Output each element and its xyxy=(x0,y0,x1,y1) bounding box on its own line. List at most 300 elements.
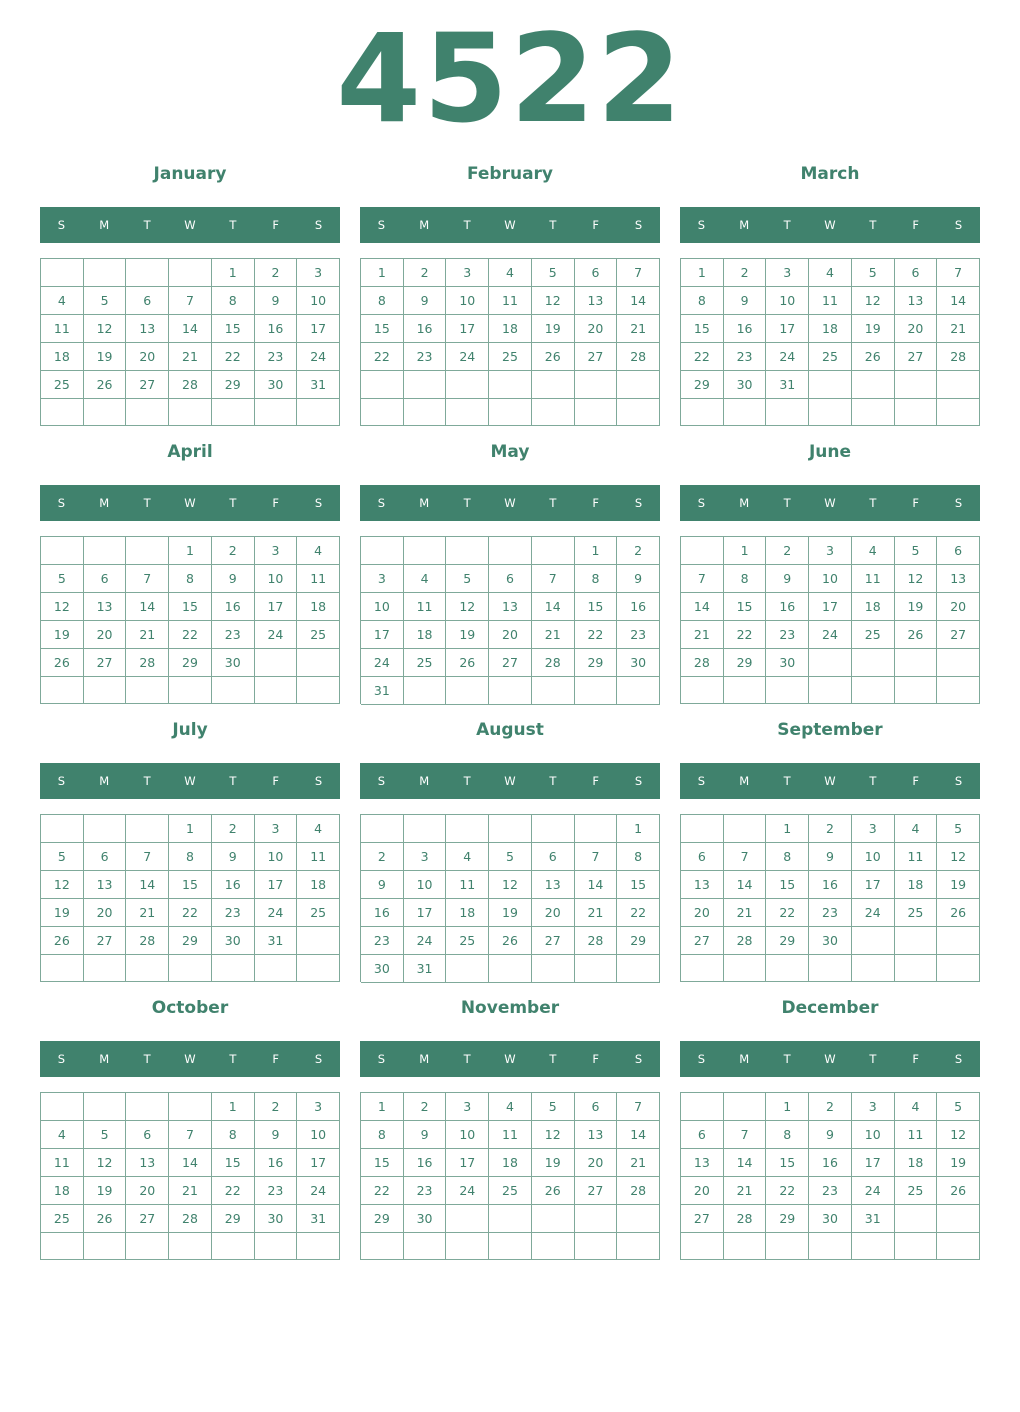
day-cell: 15 xyxy=(724,593,767,621)
day-cell: 27 xyxy=(126,371,169,399)
weekday-label: T xyxy=(143,496,151,510)
day-cell: 11 xyxy=(446,871,489,899)
day-cell: 2 xyxy=(361,843,404,871)
day-cell: 15 xyxy=(361,1149,404,1177)
day-cell: 25 xyxy=(41,1205,84,1233)
day-cell: 28 xyxy=(126,927,169,955)
empty-day-cell xyxy=(169,1093,212,1121)
empty-day-cell xyxy=(41,1233,84,1260)
day-cell: 22 xyxy=(212,343,255,371)
empty-day-cell xyxy=(297,955,340,982)
day-cell: 9 xyxy=(809,1121,852,1149)
day-cell: 6 xyxy=(84,843,127,871)
day-cell: 21 xyxy=(169,343,212,371)
day-cell: 22 xyxy=(169,621,212,649)
empty-day-cell xyxy=(532,955,575,983)
day-cell: 1 xyxy=(169,537,212,565)
empty-day-cell xyxy=(126,259,169,287)
day-cell: 21 xyxy=(126,899,169,927)
weekday-label: W xyxy=(184,218,196,232)
day-cell: 9 xyxy=(212,843,255,871)
day-cell: 10 xyxy=(404,871,447,899)
day-cell: 31 xyxy=(361,677,404,705)
day-cell: 30 xyxy=(809,1205,852,1233)
day-cell: 8 xyxy=(681,287,724,315)
day-cell: 3 xyxy=(852,815,895,843)
day-cell: 15 xyxy=(617,871,660,899)
day-cell: 24 xyxy=(809,621,852,649)
empty-day-cell xyxy=(532,399,575,427)
empty-day-cell xyxy=(126,815,169,843)
day-cell: 15 xyxy=(212,315,255,343)
empty-day-cell xyxy=(84,259,127,287)
day-cell: 19 xyxy=(84,343,127,371)
day-cell: 14 xyxy=(169,1149,212,1177)
empty-day-cell xyxy=(681,677,724,704)
day-cell: 27 xyxy=(532,927,575,955)
empty-day-cell xyxy=(852,677,895,704)
empty-day-cell xyxy=(575,399,618,427)
weekday-label: W xyxy=(824,496,836,510)
empty-day-cell xyxy=(297,649,340,677)
empty-day-cell xyxy=(809,1233,852,1260)
weekday-label: T xyxy=(783,1052,791,1066)
day-cell: 17 xyxy=(446,1149,489,1177)
day-cell: 6 xyxy=(895,259,938,287)
day-cell: 3 xyxy=(255,537,298,565)
day-cell: 8 xyxy=(169,565,212,593)
day-cell: 14 xyxy=(126,871,169,899)
weekday-label: S xyxy=(697,218,706,232)
day-cell: 24 xyxy=(297,1177,340,1205)
weekday-header xyxy=(360,1041,660,1077)
weekday-label: T xyxy=(869,774,877,788)
day-cell: 2 xyxy=(255,1093,298,1121)
day-cell: 29 xyxy=(617,927,660,955)
weekday-header xyxy=(680,763,980,799)
day-cell: 23 xyxy=(255,343,298,371)
weekday-label: T xyxy=(229,496,237,510)
day-cell: 16 xyxy=(212,871,255,899)
empty-day-cell xyxy=(937,1205,980,1233)
month-name: September xyxy=(777,720,883,740)
day-cell: 26 xyxy=(446,649,489,677)
empty-day-cell xyxy=(446,955,489,983)
weekday-label: T xyxy=(143,218,151,232)
day-cell: 12 xyxy=(84,1149,127,1177)
day-cell: 16 xyxy=(766,593,809,621)
day-cell: 31 xyxy=(255,927,298,955)
day-cell: 14 xyxy=(724,1149,767,1177)
day-cell: 15 xyxy=(681,315,724,343)
day-cell: 4 xyxy=(489,259,532,287)
day-cell: 12 xyxy=(489,871,532,899)
day-cell: 3 xyxy=(766,259,809,287)
day-cell: 28 xyxy=(169,371,212,399)
day-cell: 20 xyxy=(937,593,980,621)
month-october xyxy=(40,992,340,1270)
empty-day-cell xyxy=(852,371,895,399)
day-cell: 30 xyxy=(212,927,255,955)
day-cell: 23 xyxy=(809,899,852,927)
empty-day-cell xyxy=(126,1233,169,1260)
day-cell: 2 xyxy=(809,815,852,843)
day-cell: 28 xyxy=(617,343,660,371)
weekday-label: T xyxy=(869,218,877,232)
day-cell: 1 xyxy=(724,537,767,565)
day-cell: 7 xyxy=(126,843,169,871)
month-july xyxy=(40,714,340,992)
day-cell: 2 xyxy=(255,259,298,287)
day-cell: 3 xyxy=(446,1093,489,1121)
day-cell: 20 xyxy=(895,315,938,343)
day-cell: 17 xyxy=(809,593,852,621)
empty-day-cell xyxy=(361,1233,404,1260)
month-november xyxy=(360,992,660,1270)
day-cell: 10 xyxy=(255,565,298,593)
empty-day-cell xyxy=(937,955,980,982)
empty-day-cell xyxy=(169,399,212,426)
month-name: May xyxy=(490,442,530,462)
weekday-label: T xyxy=(143,774,151,788)
empty-day-cell xyxy=(895,1205,938,1233)
day-cell: 19 xyxy=(852,315,895,343)
day-cell: 3 xyxy=(361,565,404,593)
day-cell: 25 xyxy=(489,343,532,371)
empty-day-cell xyxy=(446,1205,489,1233)
day-cell: 15 xyxy=(169,593,212,621)
empty-day-cell xyxy=(852,927,895,955)
empty-day-cell xyxy=(489,677,532,705)
day-cell: 21 xyxy=(575,899,618,927)
day-grid xyxy=(680,1092,980,1260)
empty-day-cell xyxy=(532,677,575,705)
day-cell: 4 xyxy=(895,1093,938,1121)
empty-day-cell xyxy=(724,399,767,426)
day-cell: 22 xyxy=(617,899,660,927)
month-september xyxy=(680,714,980,992)
weekday-label: M xyxy=(419,218,430,232)
empty-day-cell xyxy=(575,1233,618,1260)
empty-day-cell xyxy=(617,1233,660,1260)
empty-day-cell xyxy=(937,399,980,426)
day-cell: 7 xyxy=(724,1121,767,1149)
day-cell: 14 xyxy=(532,593,575,621)
empty-day-cell xyxy=(681,815,724,843)
weekday-label: T xyxy=(463,218,471,232)
day-cell: 20 xyxy=(126,343,169,371)
empty-day-cell xyxy=(681,1093,724,1121)
day-cell: 13 xyxy=(84,871,127,899)
day-cell: 12 xyxy=(41,871,84,899)
day-cell: 16 xyxy=(617,593,660,621)
day-cell: 24 xyxy=(852,899,895,927)
weekday-label: W xyxy=(824,218,836,232)
empty-day-cell xyxy=(446,537,489,565)
day-cell: 17 xyxy=(361,621,404,649)
weekday-label: S xyxy=(57,1052,66,1066)
empty-day-cell xyxy=(937,677,980,704)
month-name: November xyxy=(460,998,560,1018)
day-cell: 26 xyxy=(532,1177,575,1205)
day-cell: 18 xyxy=(809,315,852,343)
month-name: January xyxy=(153,164,227,184)
day-cell: 18 xyxy=(852,593,895,621)
weekday-label: T xyxy=(783,218,791,232)
day-cell: 25 xyxy=(446,927,489,955)
day-cell: 13 xyxy=(532,871,575,899)
weekday-label: W xyxy=(504,1052,516,1066)
day-cell: 27 xyxy=(575,1177,618,1205)
day-cell: 30 xyxy=(809,927,852,955)
month-name: April xyxy=(167,442,213,462)
empty-day-cell xyxy=(84,1233,127,1260)
day-grid xyxy=(40,1092,340,1260)
empty-day-cell xyxy=(575,677,618,705)
empty-day-cell xyxy=(446,677,489,705)
day-cell: 25 xyxy=(404,649,447,677)
empty-day-cell xyxy=(84,537,127,565)
day-cell: 28 xyxy=(169,1205,212,1233)
weekday-label: T xyxy=(869,496,877,510)
weekday-header xyxy=(40,763,340,799)
empty-day-cell xyxy=(766,677,809,704)
day-cell: 26 xyxy=(41,649,84,677)
day-cell: 29 xyxy=(212,1205,255,1233)
weekday-label: M xyxy=(419,774,430,788)
day-cell: 22 xyxy=(361,343,404,371)
day-cell: 30 xyxy=(617,649,660,677)
day-cell: 21 xyxy=(126,621,169,649)
day-cell: 3 xyxy=(446,259,489,287)
day-cell: 18 xyxy=(489,315,532,343)
day-cell: 7 xyxy=(681,565,724,593)
day-cell: 5 xyxy=(852,259,895,287)
weekday-label: T xyxy=(869,1052,877,1066)
empty-day-cell xyxy=(41,677,84,704)
day-grid xyxy=(40,258,340,426)
day-cell: 17 xyxy=(404,899,447,927)
empty-day-cell xyxy=(809,649,852,677)
day-cell: 21 xyxy=(937,315,980,343)
day-grid xyxy=(360,258,660,426)
day-cell: 25 xyxy=(895,1177,938,1205)
day-cell: 27 xyxy=(489,649,532,677)
weekday-label: T xyxy=(463,774,471,788)
day-cell: 20 xyxy=(84,621,127,649)
weekday-label: S xyxy=(377,218,386,232)
day-cell: 18 xyxy=(297,871,340,899)
weekday-label: T xyxy=(549,496,557,510)
day-cell: 28 xyxy=(681,649,724,677)
day-cell: 11 xyxy=(297,843,340,871)
day-cell: 12 xyxy=(852,287,895,315)
weekday-label: M xyxy=(99,774,110,788)
weekday-label: W xyxy=(184,496,196,510)
weekday-label: S xyxy=(634,774,643,788)
weekday-label: S xyxy=(314,218,323,232)
empty-day-cell xyxy=(126,537,169,565)
day-cell: 25 xyxy=(895,899,938,927)
day-cell: 19 xyxy=(532,315,575,343)
day-cell: 18 xyxy=(895,871,938,899)
day-cell: 6 xyxy=(489,565,532,593)
day-cell: 2 xyxy=(404,1093,447,1121)
day-cell: 2 xyxy=(404,259,447,287)
day-cell: 4 xyxy=(809,259,852,287)
empty-day-cell xyxy=(446,815,489,843)
weekday-label: T xyxy=(463,1052,471,1066)
day-cell: 28 xyxy=(724,1205,767,1233)
day-cell: 19 xyxy=(532,1149,575,1177)
day-cell: 17 xyxy=(255,871,298,899)
day-cell: 17 xyxy=(255,593,298,621)
empty-day-cell xyxy=(489,1205,532,1233)
day-cell: 16 xyxy=(724,315,767,343)
day-cell: 1 xyxy=(681,259,724,287)
weekday-label: M xyxy=(99,218,110,232)
day-cell: 19 xyxy=(937,1149,980,1177)
day-cell: 4 xyxy=(297,815,340,843)
empty-day-cell xyxy=(681,955,724,982)
day-cell: 27 xyxy=(681,1205,724,1233)
day-cell: 31 xyxy=(404,955,447,983)
day-cell: 15 xyxy=(766,871,809,899)
empty-day-cell xyxy=(41,259,84,287)
day-cell: 2 xyxy=(766,537,809,565)
empty-day-cell xyxy=(617,955,660,983)
empty-day-cell xyxy=(255,399,298,426)
day-cell: 7 xyxy=(126,565,169,593)
day-cell: 12 xyxy=(84,315,127,343)
day-cell: 11 xyxy=(809,287,852,315)
empty-day-cell xyxy=(126,1093,169,1121)
day-cell: 22 xyxy=(212,1177,255,1205)
day-cell: 29 xyxy=(575,649,618,677)
empty-day-cell xyxy=(84,815,127,843)
day-cell: 1 xyxy=(361,259,404,287)
day-cell: 26 xyxy=(937,899,980,927)
empty-day-cell xyxy=(532,815,575,843)
day-cell: 23 xyxy=(212,621,255,649)
weekday-header xyxy=(40,1041,340,1077)
weekday-header xyxy=(360,763,660,799)
day-cell: 24 xyxy=(766,343,809,371)
day-cell: 24 xyxy=(446,343,489,371)
month-name: June xyxy=(808,442,852,462)
day-cell: 30 xyxy=(724,371,767,399)
weekday-header xyxy=(680,207,980,243)
day-cell: 26 xyxy=(84,1205,127,1233)
empty-day-cell xyxy=(724,1093,767,1121)
day-cell: 6 xyxy=(937,537,980,565)
day-cell: 7 xyxy=(532,565,575,593)
day-cell: 23 xyxy=(404,1177,447,1205)
day-cell: 5 xyxy=(895,537,938,565)
empty-day-cell xyxy=(724,677,767,704)
weekday-label: M xyxy=(739,218,750,232)
day-cell: 20 xyxy=(489,621,532,649)
months-grid xyxy=(40,158,980,1270)
day-cell: 7 xyxy=(937,259,980,287)
weekday-label: S xyxy=(377,1052,386,1066)
day-cell: 23 xyxy=(617,621,660,649)
weekday-label: S xyxy=(954,496,963,510)
weekday-label: M xyxy=(99,496,110,510)
day-cell: 30 xyxy=(255,1205,298,1233)
day-cell: 19 xyxy=(41,899,84,927)
month-name: October xyxy=(151,998,229,1018)
day-cell: 17 xyxy=(852,871,895,899)
day-cell: 10 xyxy=(297,287,340,315)
weekday-label: S xyxy=(314,496,323,510)
day-cell: 16 xyxy=(404,1149,447,1177)
month-january xyxy=(40,158,340,436)
day-cell: 23 xyxy=(809,1177,852,1205)
day-cell: 14 xyxy=(169,315,212,343)
day-cell: 5 xyxy=(532,259,575,287)
day-cell: 11 xyxy=(489,287,532,315)
day-cell: 21 xyxy=(169,1177,212,1205)
empty-day-cell xyxy=(84,1093,127,1121)
empty-day-cell xyxy=(852,649,895,677)
day-cell: 22 xyxy=(766,899,809,927)
empty-day-cell xyxy=(532,537,575,565)
empty-day-cell xyxy=(681,399,724,426)
day-cell: 10 xyxy=(297,1121,340,1149)
empty-day-cell xyxy=(617,399,660,427)
day-cell: 8 xyxy=(724,565,767,593)
day-grid xyxy=(360,1092,660,1260)
empty-day-cell xyxy=(361,399,404,427)
day-cell: 9 xyxy=(212,565,255,593)
day-cell: 28 xyxy=(937,343,980,371)
day-cell: 1 xyxy=(766,1093,809,1121)
empty-day-cell xyxy=(852,955,895,982)
weekday-label: F xyxy=(912,496,920,510)
day-cell: 25 xyxy=(297,621,340,649)
empty-day-cell xyxy=(84,677,127,704)
day-cell: 12 xyxy=(937,843,980,871)
day-cell: 13 xyxy=(489,593,532,621)
day-cell: 21 xyxy=(532,621,575,649)
weekday-label: M xyxy=(739,496,750,510)
day-cell: 6 xyxy=(84,565,127,593)
empty-day-cell xyxy=(617,677,660,705)
day-cell: 11 xyxy=(41,1149,84,1177)
day-cell: 5 xyxy=(489,843,532,871)
day-cell: 31 xyxy=(766,371,809,399)
day-cell: 31 xyxy=(852,1205,895,1233)
weekday-header xyxy=(40,207,340,243)
day-cell: 26 xyxy=(84,371,127,399)
day-grid xyxy=(680,258,980,426)
day-cell: 18 xyxy=(895,1149,938,1177)
empty-day-cell xyxy=(255,677,298,704)
empty-day-cell xyxy=(489,371,532,399)
weekday-label: F xyxy=(592,774,600,788)
day-cell: 17 xyxy=(852,1149,895,1177)
day-cell: 27 xyxy=(84,649,127,677)
day-cell: 10 xyxy=(446,1121,489,1149)
day-cell: 28 xyxy=(724,927,767,955)
day-cell: 27 xyxy=(895,343,938,371)
empty-day-cell xyxy=(255,649,298,677)
day-cell: 21 xyxy=(617,315,660,343)
day-cell: 4 xyxy=(404,565,447,593)
month-august xyxy=(360,714,660,992)
empty-day-cell xyxy=(361,371,404,399)
